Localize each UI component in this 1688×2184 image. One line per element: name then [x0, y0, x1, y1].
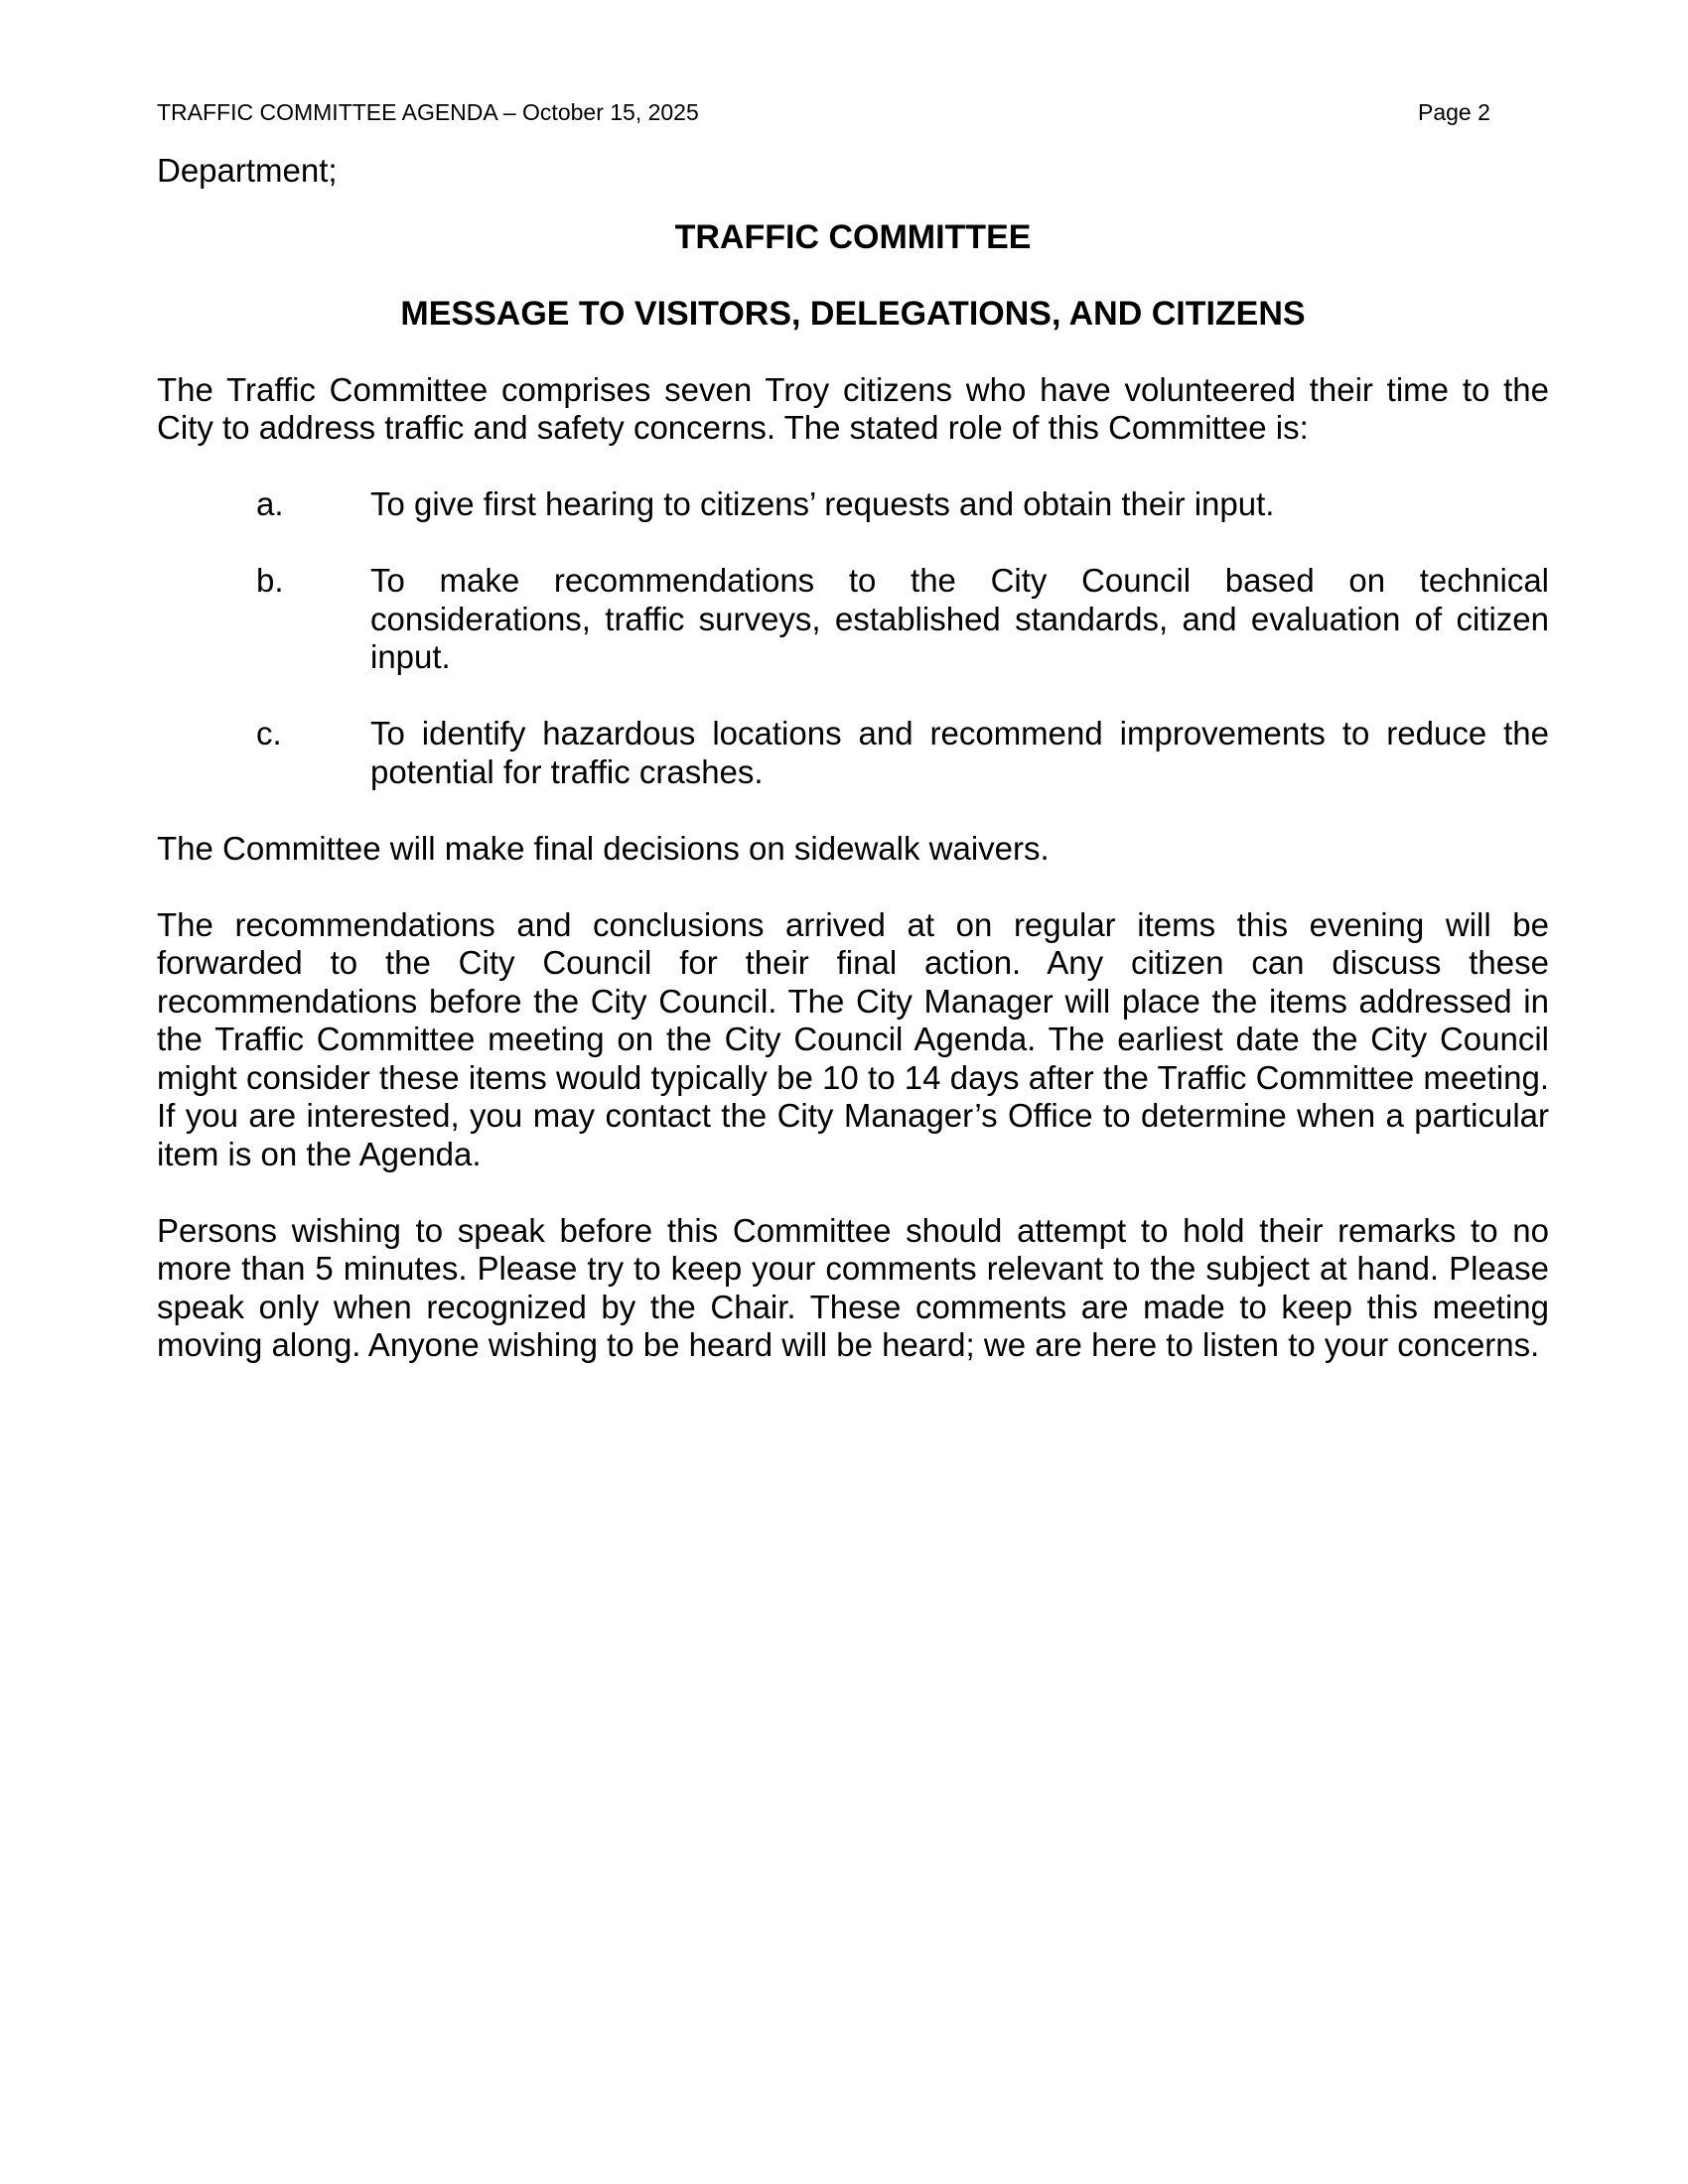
- list-item-b-text: To make recommendations to the City Council based on technical considerations, traffic surveys, established standards, and evaluation of citizen input.: [370, 562, 1549, 675]
- document-title: TRAFFIC COMMITTEE: [674, 217, 1032, 256]
- page-number: Page 2: [1418, 99, 1490, 125]
- list-item-a: [157, 485, 1549, 524]
- speaking-guidelines-paragraph: Persons wishing to speak before this Committee should attempt to hold their remarks to no more than 5 minutes. Please try to keep your comments relevant to the subject at hand. Please speak only when recognized by the Chair. These comments are made to keep this meeting moving along. Anyone wishing to be heard will be heard; we are here to listen to your concerns.: [157, 1211, 1549, 1363]
- intro-paragraph: The Traffic Committee comprises seven Troy citizens who have volunteered their time to the City to address traffic and safety concerns. The stated role of this Committee is:: [157, 370, 1549, 446]
- document-body: [157, 152, 1549, 1403]
- list-item-c-label: c.: [256, 715, 282, 751]
- list-item-a-text: To give first hearing to citizens’ requests and obtain their input.: [370, 485, 1275, 522]
- list-item-c-text: To identify hazardous locations and recommend improvements to reduce the potential for traffic crashes.: [370, 715, 1549, 790]
- page-header: [157, 98, 1549, 126]
- sidewalk-waivers-paragraph: The Committee will make final decisions on sidewalk waivers.: [157, 829, 1050, 867]
- document-subtitle: MESSAGE TO VISITORS, DELEGATIONS, AND CITIZENS: [400, 294, 1306, 333]
- header-title: TRAFFIC COMMITTEE AGENDA – October 15, 2025: [157, 99, 699, 125]
- list-item-c: [157, 715, 1549, 791]
- process-paragraph: The recommendations and conclusions arrived at on regular items this evening will be forwarded to the City Council for their final action. Any citizen can discuss these recommendations before the City Council. The City Manager will place the items addressed in the Traffic Committee meeting on the City Council Agenda. The earliest date the City Council might consider these items would typically be 10 to 14 days after the Traffic Committee meeting. If you are interested, you may contact the City Manager’s Office to determine when a particular item is on the Agenda.: [157, 905, 1549, 1172]
- list-item-b-label: b.: [256, 562, 284, 599]
- list-item-a-label: a.: [256, 485, 284, 522]
- list-item-b: [157, 562, 1549, 677]
- department-line: Department;: [157, 152, 338, 189]
